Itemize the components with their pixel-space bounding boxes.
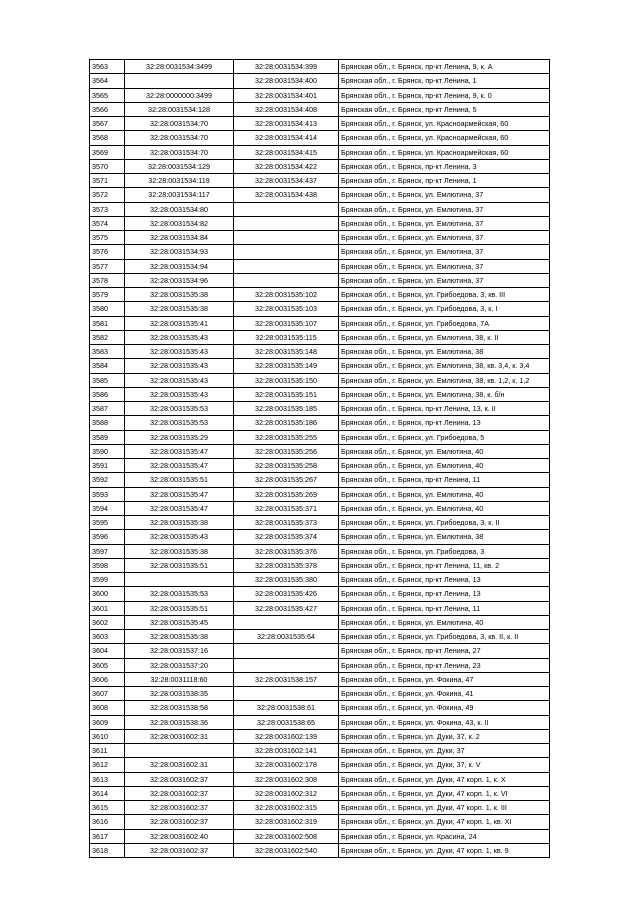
row-number-cell: 3609	[90, 715, 125, 729]
cadastral-number-cell: 32:28:0031534:70	[125, 117, 234, 131]
address-cell: Брянская обл., г. Брянск, ул. Дуки, 37, к. 2	[339, 729, 550, 743]
table-row	[90, 302, 550, 316]
address-cell: Брянская обл., г. Брянск, ул. Емлютина, 37	[339, 273, 550, 287]
address-cell: Брянская обл., г. Брянск, пр-кт Ленина, 13	[339, 416, 550, 430]
row-number-cell: 3573	[90, 202, 125, 216]
table-row	[90, 202, 550, 216]
table-row	[90, 815, 550, 829]
address-cell: Брянская обл., г. Брянск, ул. Дуки, 47 корп. 1, к. VI	[339, 786, 550, 800]
row-number-cell: 3608	[90, 701, 125, 715]
row-number-cell: 3600	[90, 587, 125, 601]
cadastral-number-cell: 32:28:0031535:47	[125, 459, 234, 473]
table-row	[90, 459, 550, 473]
row-number-cell: 3614	[90, 786, 125, 800]
address-cell: Брянская обл., г. Брянск, пр-кт Ленина, 9, к. 0	[339, 88, 550, 102]
object-number-cell: 32:28:0031535:380	[234, 573, 339, 587]
object-number-cell	[234, 259, 339, 273]
row-number-cell: 3618	[90, 843, 125, 857]
table-row	[90, 658, 550, 672]
row-number-cell: 3578	[90, 273, 125, 287]
address-cell: Брянская обл., г. Брянск, ул. Емлютина, 38	[339, 530, 550, 544]
address-cell: Брянская обл., г. Брянск, ул. Красноармейская, 60	[339, 145, 550, 159]
object-number-cell	[234, 202, 339, 216]
table-row	[90, 74, 550, 88]
object-number-cell: 32:28:0031535:186	[234, 416, 339, 430]
address-cell: Брянская обл., г. Брянск, ул. Дуки, 47 корп. 1, кв. 9	[339, 843, 550, 857]
address-cell: Брянская обл., г. Брянск, ул. Емлютина, 40	[339, 501, 550, 515]
object-number-cell: 32:28:0031535:149	[234, 359, 339, 373]
object-number-cell: 32:28:0031534:399	[234, 60, 339, 74]
table-row	[90, 772, 550, 786]
cadastral-number-cell: 32:28:0031534:70	[125, 131, 234, 145]
object-number-cell	[234, 687, 339, 701]
row-number-cell: 3570	[90, 159, 125, 173]
table-row	[90, 444, 550, 458]
address-cell: Брянская обл., г. Брянск, ул. Емлютина, 37	[339, 231, 550, 245]
row-number-cell: 3610	[90, 729, 125, 743]
cadastral-number-cell: 32:28:0031602:31	[125, 729, 234, 743]
cadastral-number-cell: 32:28:0031534:82	[125, 216, 234, 230]
row-number-cell: 3599	[90, 573, 125, 587]
address-cell: Брянская обл., г. Брянск, ул. Емлютина, 37	[339, 202, 550, 216]
cadastral-number-cell: 32:28:0031535:43	[125, 387, 234, 401]
object-number-cell: 32:28:0031535:371	[234, 501, 339, 515]
address-cell: Брянская обл., г. Брянск, ул. Грибоедова, 3	[339, 544, 550, 558]
row-number-cell: 3568	[90, 131, 125, 145]
cadastral-number-cell: 32:28:0031535:38	[125, 516, 234, 530]
table-row	[90, 102, 550, 116]
registry-table-body	[90, 60, 550, 858]
object-number-cell: 32:28:0031602:139	[234, 729, 339, 743]
address-cell: Брянская обл., г. Брянск, ул. Грибоедова, 3, к. I	[339, 302, 550, 316]
row-number-cell: 3616	[90, 815, 125, 829]
cadastral-number-cell: 32:28:0031535:47	[125, 487, 234, 501]
table-row	[90, 245, 550, 259]
address-cell: Брянская обл., г. Брянск, ул. Грибоедова, 3, кв. III	[339, 288, 550, 302]
cadastral-number-cell: 32:28:0031535:43	[125, 530, 234, 544]
cadastral-number-cell: 32:28:0031535:43	[125, 359, 234, 373]
object-number-cell	[234, 245, 339, 259]
row-number-cell: 3577	[90, 259, 125, 273]
object-number-cell: 32:28:0031535:427	[234, 601, 339, 615]
address-cell: Брянская обл., г. Брянск, ул. Красина, 24	[339, 829, 550, 843]
cadastral-number-cell: 32:28:0031602:37	[125, 843, 234, 857]
address-cell: Брянская обл., г. Брянск, ул. Емлютина, 38, к. б/н	[339, 387, 550, 401]
cadastral-number-cell: 32:28:0031535:43	[125, 373, 234, 387]
row-number-cell: 3585	[90, 373, 125, 387]
cadastral-number-cell: 32:28:0031602:37	[125, 801, 234, 815]
cadastral-number-cell: 32:28:0031534:93	[125, 245, 234, 259]
row-number-cell: 3602	[90, 615, 125, 629]
address-cell: Брянская обл., г. Брянск, пр-кт Ленина, 5	[339, 102, 550, 116]
object-number-cell	[234, 644, 339, 658]
row-number-cell: 3592	[90, 473, 125, 487]
address-cell: Брянская обл., г. Брянск, ул. Грибоедова, 7А	[339, 316, 550, 330]
cadastral-number-cell: 32:28:0031538:35	[125, 687, 234, 701]
table-row	[90, 615, 550, 629]
table-row	[90, 188, 550, 202]
cadastral-number-cell: 32:28:0031535:29	[125, 430, 234, 444]
object-number-cell	[234, 216, 339, 230]
address-cell: Брянская обл., г. Брянск, пр-кт Ленина, 13	[339, 573, 550, 587]
address-cell: Брянская обл., г. Брянск, ул. Фокина, 49	[339, 701, 550, 715]
address-cell: Брянская обл., г. Брянск, ул. Грибоедова, 5	[339, 430, 550, 444]
row-number-cell: 3595	[90, 516, 125, 530]
object-number-cell: 32:28:0031534:437	[234, 174, 339, 188]
table-row	[90, 644, 550, 658]
address-cell: Брянская обл., г. Брянск, пр-кт Ленина, 1	[339, 74, 550, 88]
object-number-cell: 32:28:0031535:267	[234, 473, 339, 487]
address-cell: Брянская обл., г. Брянск, ул. Фокина, 47	[339, 672, 550, 686]
cadastral-number-cell: 32:28:0031535:53	[125, 587, 234, 601]
cadastral-number-cell: 32:28:0031602:37	[125, 772, 234, 786]
table-row	[90, 843, 550, 857]
cadastral-number-cell: 32:28:0031534:117	[125, 188, 234, 202]
table-row	[90, 345, 550, 359]
table-row	[90, 744, 550, 758]
table-row	[90, 544, 550, 558]
table-row	[90, 530, 550, 544]
object-number-cell: 32:28:0031535:255	[234, 430, 339, 444]
cadastral-number-cell: 32:28:0031534:119	[125, 174, 234, 188]
table-row	[90, 473, 550, 487]
table-row	[90, 701, 550, 715]
object-number-cell: 32:28:0031534:414	[234, 131, 339, 145]
row-number-cell: 3581	[90, 316, 125, 330]
object-number-cell: 32:28:0031535:269	[234, 487, 339, 501]
address-cell: Брянская обл., г. Брянск, ул. Емлютина, 40	[339, 487, 550, 501]
address-cell: Брянская обл., г. Брянск, ул. Емлютина, 38, к. II	[339, 330, 550, 344]
address-cell: Брянская обл., г. Брянск, ул. Грибоедова, 3, кв. II, к. II	[339, 630, 550, 644]
object-number-cell: 32:28:0031535:376	[234, 544, 339, 558]
row-number-cell: 3593	[90, 487, 125, 501]
address-cell: Брянская обл., г. Брянск, ул. Емлютина, 38	[339, 345, 550, 359]
object-number-cell: 32:28:0031534:415	[234, 145, 339, 159]
table-row	[90, 131, 550, 145]
cadastral-number-cell: 32:28:0031534:3499	[125, 60, 234, 74]
table-row	[90, 758, 550, 772]
address-cell: Брянская обл., г. Брянск, пр-кт Ленина, 13	[339, 587, 550, 601]
object-number-cell: 32:28:0031535:115	[234, 330, 339, 344]
cadastral-number-cell: 32:28:0031537:16	[125, 644, 234, 658]
table-row	[90, 829, 550, 843]
object-number-cell: 32:28:0031602:508	[234, 829, 339, 843]
object-number-cell: 32:28:0031602:312	[234, 786, 339, 800]
cadastral-number-cell: 32:28:0031534:128	[125, 102, 234, 116]
table-row	[90, 630, 550, 644]
row-number-cell: 3603	[90, 630, 125, 644]
address-cell: Брянская обл., г. Брянск, ул. Емлютина, 37	[339, 188, 550, 202]
address-cell: Брянская обл., г. Брянск, ул. Емлютина, 38, кв. 3,4, к. 3,4	[339, 359, 550, 373]
object-number-cell: 32:28:0031535:103	[234, 302, 339, 316]
row-number-cell: 3584	[90, 359, 125, 373]
row-number-cell: 3601	[90, 601, 125, 615]
row-number-cell: 3594	[90, 501, 125, 515]
table-row	[90, 60, 550, 74]
object-number-cell: 32:28:0031534:438	[234, 188, 339, 202]
address-cell: Брянская обл., г. Брянск, ул. Емлютина, 37	[339, 245, 550, 259]
object-number-cell: 32:28:0031538:65	[234, 715, 339, 729]
table-row	[90, 373, 550, 387]
row-number-cell: 3566	[90, 102, 125, 116]
cadastral-number-cell: 32:28:0031534:129	[125, 159, 234, 173]
row-number-cell: 3572	[90, 188, 125, 202]
address-cell: Брянская обл., г. Брянск, ул. Фокина, 43, к. II	[339, 715, 550, 729]
object-number-cell: 32:28:0031535:426	[234, 587, 339, 601]
object-number-cell: 32:28:0031602:178	[234, 758, 339, 772]
object-number-cell: 32:28:0031534:408	[234, 102, 339, 116]
table-row	[90, 231, 550, 245]
row-number-cell: 3604	[90, 644, 125, 658]
row-number-cell: 3571	[90, 174, 125, 188]
address-cell: Брянская обл., г. Брянск, ул. Емлютина, 40	[339, 615, 550, 629]
address-cell: Брянская обл., г. Брянск, пр-кт Ленина, 3	[339, 159, 550, 173]
table-row	[90, 88, 550, 102]
cadastral-number-cell: 32:28:0031535:41	[125, 316, 234, 330]
object-number-cell: 32:28:0031602:141	[234, 744, 339, 758]
row-number-cell: 3580	[90, 302, 125, 316]
cadastral-number-cell	[125, 744, 234, 758]
object-number-cell: 32:28:0031535:150	[234, 373, 339, 387]
row-number-cell: 3606	[90, 672, 125, 686]
row-number-cell: 3590	[90, 444, 125, 458]
object-number-cell	[234, 273, 339, 287]
table-row	[90, 573, 550, 587]
address-cell: Брянская обл., г. Брянск, ул. Дуки, 37	[339, 744, 550, 758]
object-number-cell: 32:28:0031535:151	[234, 387, 339, 401]
row-number-cell: 3613	[90, 772, 125, 786]
table-row	[90, 516, 550, 530]
object-number-cell: 32:28:0031535:373	[234, 516, 339, 530]
cadastral-number-cell	[125, 573, 234, 587]
cadastral-number-cell: 32:28:0031537:20	[125, 658, 234, 672]
table-row	[90, 558, 550, 572]
object-number-cell: 32:28:0031602:319	[234, 815, 339, 829]
table-row	[90, 501, 550, 515]
row-number-cell: 3574	[90, 216, 125, 230]
table-row	[90, 145, 550, 159]
row-number-cell: 3583	[90, 345, 125, 359]
cadastral-number-cell: 32:28:0031534:94	[125, 259, 234, 273]
row-number-cell: 3587	[90, 402, 125, 416]
table-row	[90, 259, 550, 273]
table-row	[90, 174, 550, 188]
address-cell: Брянская обл., г. Брянск, ул. Дуки, 47 корп. 1, к. III	[339, 801, 550, 815]
address-cell: Брянская обл., г. Брянск, ул. Дуки, 47 корп. 1, кв. XI	[339, 815, 550, 829]
table-row	[90, 416, 550, 430]
object-number-cell: 32:28:0031535:374	[234, 530, 339, 544]
table-row	[90, 687, 550, 701]
address-cell: Брянская обл., г. Брянск, пр-кт Ленина, 1	[339, 174, 550, 188]
object-number-cell: 32:28:0031535:378	[234, 558, 339, 572]
row-number-cell: 3605	[90, 658, 125, 672]
table-row	[90, 601, 550, 615]
cadastral-number-cell: 32:28:0031538:58	[125, 701, 234, 715]
object-number-cell: 32:28:0031535:64	[234, 630, 339, 644]
object-number-cell: 32:28:0031534:400	[234, 74, 339, 88]
table-row	[90, 672, 550, 686]
address-cell: Брянская обл., г. Брянск, ул. Емлютина, 40	[339, 459, 550, 473]
table-row	[90, 487, 550, 501]
object-number-cell: 32:28:0031535:256	[234, 444, 339, 458]
address-cell: Брянская обл., г. Брянск, пр-кт Ленина, 11, кв. 2	[339, 558, 550, 572]
table-row	[90, 729, 550, 743]
table-row	[90, 117, 550, 131]
address-cell: Брянская обл., г. Брянск, пр-кт Ленина, 27	[339, 644, 550, 658]
cadastral-number-cell: 32:28:0031538:36	[125, 715, 234, 729]
address-cell: Брянская обл., г. Брянск, пр-кт Ленина, 11	[339, 601, 550, 615]
row-number-cell: 3576	[90, 245, 125, 259]
table-row	[90, 359, 550, 373]
table-row	[90, 273, 550, 287]
table-row	[90, 387, 550, 401]
object-number-cell: 32:28:0031534:401	[234, 88, 339, 102]
cadastral-number-cell	[125, 74, 234, 88]
cadastral-number-cell: 32:28:0031535:38	[125, 630, 234, 644]
table-row	[90, 330, 550, 344]
cadastral-number-cell: 32:28:0031534:96	[125, 273, 234, 287]
cadastral-number-cell: 32:28:0031118:60	[125, 672, 234, 686]
table-row	[90, 715, 550, 729]
table-row	[90, 786, 550, 800]
address-cell: Брянская обл., г. Брянск, пр-кт Ленина, 23	[339, 658, 550, 672]
table-row	[90, 402, 550, 416]
object-number-cell	[234, 231, 339, 245]
address-cell: Брянская обл., г. Брянск, ул. Емлютина, 37	[339, 216, 550, 230]
row-number-cell: 3567	[90, 117, 125, 131]
registry-table	[89, 59, 550, 858]
address-cell: Брянская обл., г. Брянск, ул. Грибоедова, 3, к. II	[339, 516, 550, 530]
object-number-cell: 32:28:0031534:413	[234, 117, 339, 131]
cadastral-number-cell: 32:28:0031535:47	[125, 444, 234, 458]
address-cell: Брянская обл., г. Брянск, ул. Дуки, 47 корп. 1, к. X	[339, 772, 550, 786]
row-number-cell: 3589	[90, 430, 125, 444]
table-row	[90, 159, 550, 173]
object-number-cell: 32:28:0031535:258	[234, 459, 339, 473]
cadastral-number-cell: 32:28:0031535:43	[125, 345, 234, 359]
cadastral-number-cell: 32:28:0031535:45	[125, 615, 234, 629]
cadastral-number-cell: 32:28:0031535:38	[125, 288, 234, 302]
cadastral-number-cell: 32:28:0031535:51	[125, 473, 234, 487]
cadastral-number-cell: 32:28:0031602:37	[125, 815, 234, 829]
cadastral-number-cell: 32:28:0031535:53	[125, 402, 234, 416]
address-cell: Брянская обл., г. Брянск, пр-кт Ленина, 13, к. II	[339, 402, 550, 416]
cadastral-number-cell: 32:28:0031535:51	[125, 558, 234, 572]
row-number-cell: 3597	[90, 544, 125, 558]
cadastral-number-cell: 32:28:0031534:80	[125, 202, 234, 216]
cadastral-number-cell: 32:28:0031534:70	[125, 145, 234, 159]
cadastral-number-cell: 32:28:0031535:47	[125, 501, 234, 515]
row-number-cell: 3575	[90, 231, 125, 245]
address-cell: Брянская обл., г. Брянск, ул. Емлютина, 40	[339, 444, 550, 458]
object-number-cell: 32:28:0031538:61	[234, 701, 339, 715]
row-number-cell: 3611	[90, 744, 125, 758]
table-row	[90, 316, 550, 330]
address-cell: Брянская обл., г. Брянск, ул. Емлютина, 37	[339, 259, 550, 273]
address-cell: Брянская обл., г. Брянск, ул. Дуки, 37, к. V	[339, 758, 550, 772]
row-number-cell: 3564	[90, 74, 125, 88]
address-cell: Брянская обл., г. Брянск, пр-кт Ленина, 9, к. А	[339, 60, 550, 74]
object-number-cell	[234, 615, 339, 629]
cadastral-number-cell: 32:28:0031602:40	[125, 829, 234, 843]
cadastral-number-cell: 32:28:0031534:84	[125, 231, 234, 245]
row-number-cell: 3591	[90, 459, 125, 473]
cadastral-number-cell: 32:28:0000000:3499	[125, 88, 234, 102]
row-number-cell: 3586	[90, 387, 125, 401]
address-cell: Брянская обл., г. Брянск, пр-кт Ленина, 11	[339, 473, 550, 487]
row-number-cell: 3596	[90, 530, 125, 544]
table-row	[90, 801, 550, 815]
cadastral-number-cell: 32:28:0031535:38	[125, 302, 234, 316]
object-number-cell: 32:28:0031535:185	[234, 402, 339, 416]
row-number-cell: 3607	[90, 687, 125, 701]
address-cell: Брянская обл., г. Брянск, ул. Емлютина, 38, кв. 1,2, к. 1,2	[339, 373, 550, 387]
row-number-cell: 3615	[90, 801, 125, 815]
object-number-cell: 32:28:0031535:102	[234, 288, 339, 302]
object-number-cell: 32:28:0031602:315	[234, 801, 339, 815]
row-number-cell: 3588	[90, 416, 125, 430]
object-number-cell: 32:28:0031535:148	[234, 345, 339, 359]
object-number-cell: 32:28:0031534:422	[234, 159, 339, 173]
row-number-cell: 3563	[90, 60, 125, 74]
row-number-cell: 3569	[90, 145, 125, 159]
table-row	[90, 430, 550, 444]
object-number-cell	[234, 658, 339, 672]
row-number-cell: 3598	[90, 558, 125, 572]
address-cell: Брянская обл., г. Брянск, ул. Красноармейская, 60	[339, 131, 550, 145]
table-row	[90, 216, 550, 230]
table-row	[90, 288, 550, 302]
cadastral-number-cell: 32:28:0031602:37	[125, 786, 234, 800]
row-number-cell: 3582	[90, 330, 125, 344]
object-number-cell: 32:28:0031535:107	[234, 316, 339, 330]
row-number-cell: 3579	[90, 288, 125, 302]
row-number-cell: 3617	[90, 829, 125, 843]
address-cell: Брянская обл., г. Брянск, ул. Красноармейская, 60	[339, 117, 550, 131]
address-cell: Брянская обл., г. Брянск, ул. Фокина, 41	[339, 687, 550, 701]
cadastral-number-cell: 32:28:0031535:53	[125, 416, 234, 430]
cadastral-number-cell: 32:28:0031602:31	[125, 758, 234, 772]
row-number-cell: 3612	[90, 758, 125, 772]
object-number-cell: 32:28:0031538:157	[234, 672, 339, 686]
object-number-cell: 32:28:0031602:308	[234, 772, 339, 786]
cadastral-number-cell: 32:28:0031535:51	[125, 601, 234, 615]
cadastral-number-cell: 32:28:0031535:38	[125, 544, 234, 558]
row-number-cell: 3565	[90, 88, 125, 102]
cadastral-number-cell: 32:28:0031535:43	[125, 330, 234, 344]
object-number-cell: 32:28:0031602:540	[234, 843, 339, 857]
table-row	[90, 587, 550, 601]
